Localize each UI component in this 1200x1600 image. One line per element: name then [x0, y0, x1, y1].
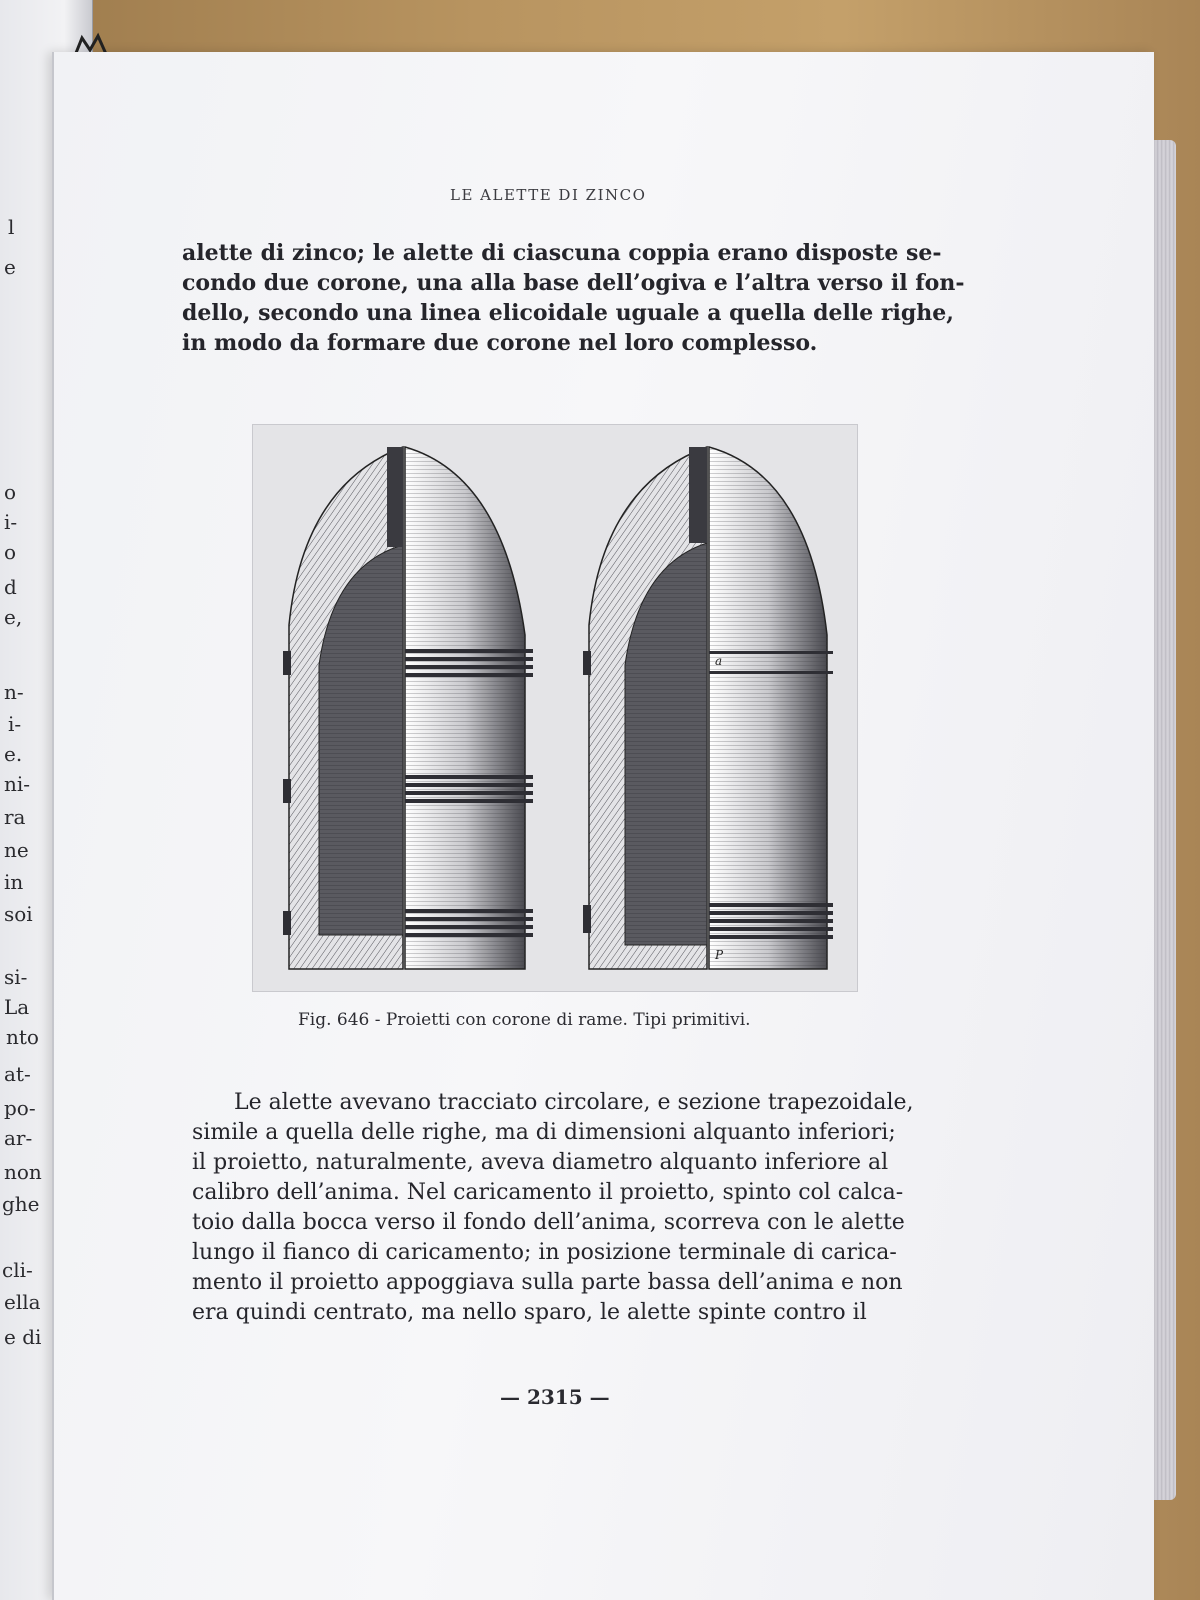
left-page-fragment: ghe	[2, 1192, 40, 1216]
left-page-fragment: i-	[8, 712, 22, 736]
text-line: mento il proietto appoggiava sulla parte bassa dell’anima e non	[192, 1270, 903, 1295]
text-line: il proietto, naturalmente, aveva diametro alquanto inferiore al	[192, 1150, 889, 1175]
text-line: condo due corone, una alla base dell’ogiva e l’altra verso il fon-	[182, 270, 965, 296]
text-line: calibro dell’anima. Nel caricamento il proietto, spinto col calca-	[192, 1180, 904, 1205]
left-page-fragment: e,	[4, 605, 23, 629]
left-page-fragment: po-	[4, 1096, 36, 1120]
figure-label-a: a	[715, 654, 723, 668]
left-page-fragment: nto	[6, 1025, 39, 1049]
text-line: Le alette avevano tracciato circolare, e sezione trapezoidale,	[234, 1090, 914, 1115]
left-page-fragment: e.	[4, 742, 23, 766]
projectile-right	[583, 447, 833, 969]
left-page-fragment: d	[4, 575, 17, 599]
left-page-fragment: e	[4, 255, 16, 279]
left-page-fragment: La	[4, 995, 30, 1019]
top-paragraph	[182, 238, 965, 358]
left-page-fragment: o	[4, 540, 17, 564]
left-page-fragment: e di	[4, 1325, 42, 1349]
projectile-illustration	[253, 425, 857, 991]
figure-caption: Fig. 646 - Proietti con corone di rame. Tipi primitivi.	[298, 1010, 751, 1030]
text-line: dello, secondo una linea elicoidale uguale a quella delle righe,	[182, 300, 954, 326]
bottom-paragraph	[192, 1088, 930, 1328]
left-page-fragment: ra	[4, 805, 26, 829]
left-page-fragment: ar-	[4, 1126, 33, 1150]
left-page-fragment: i-	[4, 510, 18, 534]
left-page-fragment: o	[4, 480, 17, 504]
text-line: simile a quella delle righe, ma di dimensioni alquanto inferiori;	[192, 1120, 896, 1145]
left-page-fragment: in	[4, 870, 24, 894]
text-line: lungo il fianco di caricamento; in posizione terminale di carica-	[192, 1240, 897, 1265]
left-page-fragment: ella	[4, 1290, 41, 1314]
left-page-fragment: l	[8, 215, 15, 239]
left-page-fragment: n-	[4, 680, 24, 704]
left-page-fragment: ne	[4, 838, 29, 862]
left-page-fragment: cli-	[2, 1258, 33, 1282]
running-head: LE ALETTE DI ZINCO	[450, 186, 647, 204]
left-page-fragment: at-	[4, 1062, 31, 1086]
projectile-left	[283, 447, 533, 969]
left-page-fragment: soi	[4, 902, 33, 926]
figure-label-p: P	[715, 948, 724, 962]
page-number: — 2315 —	[500, 1385, 610, 1409]
text-line: era quindi centrato, ma nello sparo, le alette spinte contro il	[192, 1300, 867, 1325]
left-page-fragment: non	[4, 1160, 42, 1184]
text-line: in modo da formare due corone nel loro complesso.	[182, 330, 818, 356]
text-line: alette di zinco; le alette di ciascuna coppia erano disposte se-	[182, 240, 942, 266]
text-line: toio dalla bocca verso il fondo dell’anima, scorreva con le alette	[192, 1210, 905, 1235]
left-page-fragment: ni-	[4, 772, 31, 796]
figure-646	[252, 424, 858, 992]
left-page-fragment: si-	[4, 965, 28, 989]
